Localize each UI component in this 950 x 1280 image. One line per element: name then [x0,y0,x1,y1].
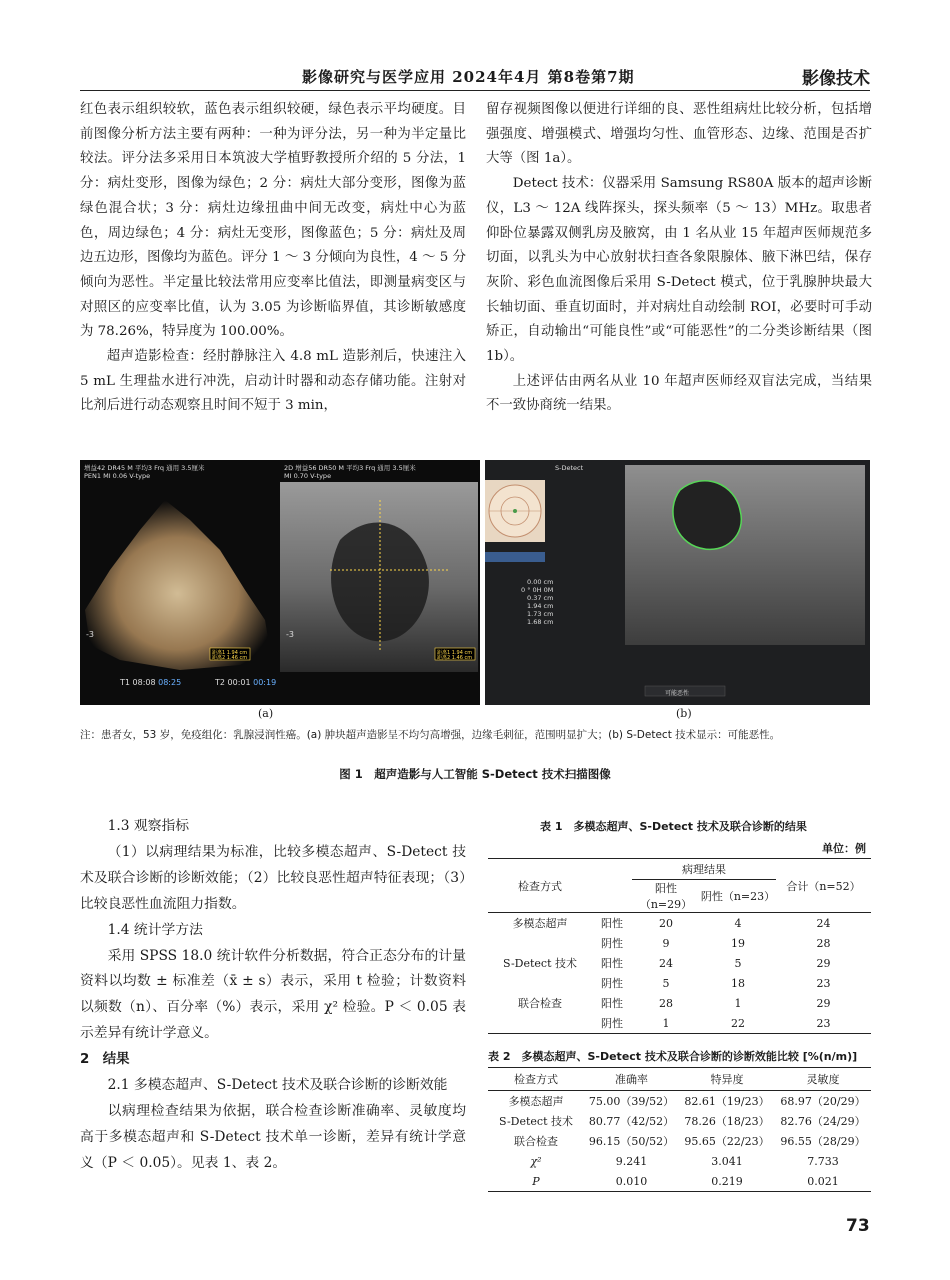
scan-params: PEN1 MI 0.06 V-type [84,472,151,480]
cell-total: 23 [816,1016,831,1030]
cell: 多模态超声 [508,1095,564,1108]
cell: χ² [530,1154,542,1168]
measurement: 距离1 1.94 cm [437,650,473,656]
cell: 96.15（50/52） [588,1135,675,1148]
cell-result: 阴性 [601,1017,623,1030]
cell-neg: 18 [731,976,745,990]
header-rule [80,90,870,91]
left-column-bottom [80,814,466,1177]
figure-caption: 图 1 超声造影与人工智能 S-Detect 技术扫描图像 [339,767,611,781]
s-detect-value: 1.68 cm [527,618,554,626]
cell-pos: 28 [659,996,673,1010]
cell: P [532,1174,540,1188]
paragraph: Detect 技术：仪器采用 Samsung RS80A 版本的超声诊断仪，L3 ～ 12A 线阵探头，探头频率（5 ～ 13）MHz。取患者仰卧位暴露双侧乳房及腋窝，由 1 名从业 15 年超声医师规范多切面，以乳头为中心放射状扫查各象限腺体、腋下淋巴结，保存灰阶、彩色血流图像后采用 S-Detect 模式，位于乳腺肿块最大长轴切面、垂直切面时，并对病灶自动绘制 ROI，必要时可手动矫正，自动输出“可能良性”或“可能恶性”的二分类诊断结果（图 1b）。 [486,176,872,365]
paragraph: 红色表示组织较软，蓝色表示组织较硬，绿色表示平均硬度。目前图像分析方法主要有两种：一种为评分法，另一种为半定量比较法。评分法多采用日本筑波大学植野教授所介绍的 5 分法，1 分：病灶变形，图像为绿色；2 分：病灶大部分变形，图像为蓝绿色混合状；3 分：病灶边缘扭曲中间无改变，病灶中心为蓝色，周边绿色；4 分：病灶无变形，图像蓝色；5 分：病灶及周边五边形，图像均为蓝色。评分 1 ～ 3 分倾向为良性，4 ～ 5 分倾向为恶性。半定量比较法常用应变率比值法，即测量病变区与对照区的应变率比值，认为 3.05 为诊断临界值，其诊断敏感度为 78.26%，特异度为 100.00%。 [80,102,466,340]
table-row [488,933,871,953]
figure-label-a: (a) [258,707,274,720]
cell-pos: 1 [662,1016,670,1030]
table2-title: 表 2 多模态超声、S-Detect 技术及联合诊断的诊断效能比较 [%(n/m)] [488,1050,858,1063]
col-header: 阴性（n=23） [700,880,776,913]
section-title: 影像技术 [802,69,870,89]
figure-label-b: (b) [676,707,692,720]
s-detect-result: 可能恶性 [665,690,690,697]
paragraph: 超声造影检查：经肘静脉注入 4.8 mL 造影剂后，快速注入 5 mL 生理盐水进行冲洗，启动计时器和动态存储功能。注射对比剂后进行动态观察且时间不短于 3 min， [80,349,466,414]
cell-neg: 5 [734,956,742,970]
section-heading: 1.3 观察指标 [107,818,190,834]
col-header: 特异度 [679,1068,775,1091]
timer [215,678,276,687]
depth-mark: -3 [86,630,94,639]
col-header: 灵敏度 [775,1068,871,1091]
s-detect-value: 0.37 cm [527,594,554,602]
table1 [488,858,871,1034]
table-row [488,1131,871,1151]
cell-result: 阳性 [601,997,623,1010]
scan-params: 2D 增益56 DR50 M 平均3 Frq 通用 3.5厘米 [284,464,416,472]
col-header-empty [592,859,632,913]
measurement: 距离2 1.46 cm [437,655,473,661]
col-header: 检查方式 [488,859,592,913]
contrast-ultrasound-illustration [80,460,480,705]
measurement: 距离1 1.94 cm [212,650,248,656]
cell-total: 24 [816,916,831,930]
cell: 0.021 [807,1174,839,1188]
table2 [488,1067,871,1192]
paragraph: 上述评估由两名从业 10 年超声医师经双盲法完成，当结果不一致协商统一结果。 [486,373,872,414]
cell: 3.041 [711,1154,743,1168]
timer-1-value: 08:25 [158,678,182,687]
timer-1: T1 08:08 [120,678,156,687]
journal-header: 影像研究与医学应用 2024年4月 第8卷第7期 [302,68,635,86]
s-detect-value: 1.73 cm [527,610,554,618]
s-detect-title: S-Detect [555,464,584,472]
cell-total: 23 [816,976,831,990]
cell-pos: 9 [662,936,670,950]
cell-method [488,1013,592,1034]
table1-title: 表 1 多模态超声、S-Detect 技术及联合诊断的结果 [540,820,807,833]
cell-method [488,933,592,953]
cell: 95.65（22/23） [684,1135,770,1148]
col-header: 准确率 [584,1068,679,1091]
paragraph: （1）以病理结果为标准，比较多模态超声、S-Detect 技术及联合诊断的诊断效能；（2）比较良恶性超声特征表现；（3）比较良恶性血流阻力指数。 [80,843,466,912]
table-row [488,953,871,973]
cell-pos: 24 [659,956,673,970]
cell: 68.97（20/29） [780,1095,866,1108]
timer-2: T2 00:01 [215,678,251,687]
s-detect-value: 0.00 cm [527,578,554,586]
cell-neg: 22 [731,1016,745,1030]
s-detect-value: 1.94 cm [527,602,554,610]
col-header: 病理结果 [632,859,776,880]
ultrasound-image-a [80,460,480,705]
table-row [488,1171,871,1192]
section-heading: 2.1 多模态超声、S-Detect 技术及联合诊断的诊断效能 [107,1077,448,1094]
cell-result: 阴性 [601,977,623,990]
measurement: 距离2 1.46 cm [212,655,248,661]
table-row [488,1111,871,1131]
paragraph: 留存视频图像以便进行详细的良、恶性组病灶比较分析，包括增强强度、增强模式、增强均匀性、血管形态、边缘、范围是否扩大等（图 1a）。 [486,102,872,167]
s-detect-image-b [485,460,870,705]
cell: 9.241 [615,1154,648,1168]
cell-result: 阳性 [601,957,623,970]
timer [120,678,181,687]
table-row [488,913,871,934]
cell: 96.55（28/29） [780,1135,866,1148]
cell: 0.219 [711,1174,743,1188]
table-row [488,1091,871,1112]
cell-method: 多模态超声 [512,917,568,930]
section-heading: 1.4 统计学方法 [107,921,203,938]
section-heading: 2 结果 [80,1052,130,1068]
s-detect-value: 0 ° 0H 0M [521,586,554,594]
cell-method: 联合检查 [518,997,562,1010]
paragraph: 采用 SPSS 18.0 统计软件分析数据，符合正态分布的计量资料以均数 ± 标准差（x̄ ± s）表示，采用 t 检验；计数资料以频数（n）、百分率（%）表示，采用 χ² 检验。P ＜ 0.05 表示差异有统计学意义。 [80,947,466,1042]
figure-note: 注：患者女，53 岁，免疫组化：乳腺浸润性癌。(a) 肿块超声造影呈不均匀高增强，边缘毛刺征，范围明显扩大；(b) S-Detect 技术显示：可能恶性。 [80,729,781,741]
col-header: 合计（n=52） [776,859,871,913]
cell-neg: 4 [734,916,742,930]
cell: 7.733 [807,1154,839,1168]
scan-params: 增益42 DR45 M 平均3 Frq 通用 3.5厘米 [84,464,205,472]
table-row [488,993,871,1013]
cell-pos: 5 [662,976,670,990]
cell-neg: 19 [731,936,745,950]
cell: 82.61（19/23） [684,1095,770,1108]
table1-unit: 单位：例 [822,842,866,855]
left-column-top [80,98,466,419]
cell: 82.76（24/29） [780,1115,866,1128]
cell-result: 阴性 [601,937,623,950]
cell: 78.26（18/23） [684,1115,770,1128]
table-row [488,1013,871,1034]
cell: S-Detect 技术 [499,1115,573,1128]
cell-result: 阳性 [601,917,623,930]
timer-2-value: 00:19 [253,678,277,687]
scan-params: MI 0.70 V-type [284,472,332,480]
cell-total: 29 [816,996,831,1010]
table-row [488,973,871,993]
cell-method: S-Detect 技术 [503,957,577,970]
right-column-top [486,98,872,419]
cell: 75.00（39/52） [588,1095,675,1108]
cell-method [488,973,592,993]
cell: 联合检查 [514,1135,558,1148]
depth-mark: -3 [286,630,294,639]
cell-total: 28 [816,936,831,950]
cell-total: 29 [816,956,831,970]
cell-neg: 1 [734,996,742,1010]
page-number: 73 [846,1216,870,1236]
cell: 0.010 [615,1174,648,1188]
cell: 80.77（42/52） [588,1115,675,1128]
table-row [488,1151,871,1171]
col-header: 阳性（n=29） [632,880,700,913]
paragraph: 以病理检查结果为依据，联合检查诊断准确率、灵敏度均高于多模态超声和 S-Detect 技术单一诊断，差异有统计学意义（P ＜ 0.05）。见表 1、表 2。 [80,1102,466,1171]
cell-pos: 20 [659,916,673,930]
col-header: 检查方式 [488,1068,584,1091]
